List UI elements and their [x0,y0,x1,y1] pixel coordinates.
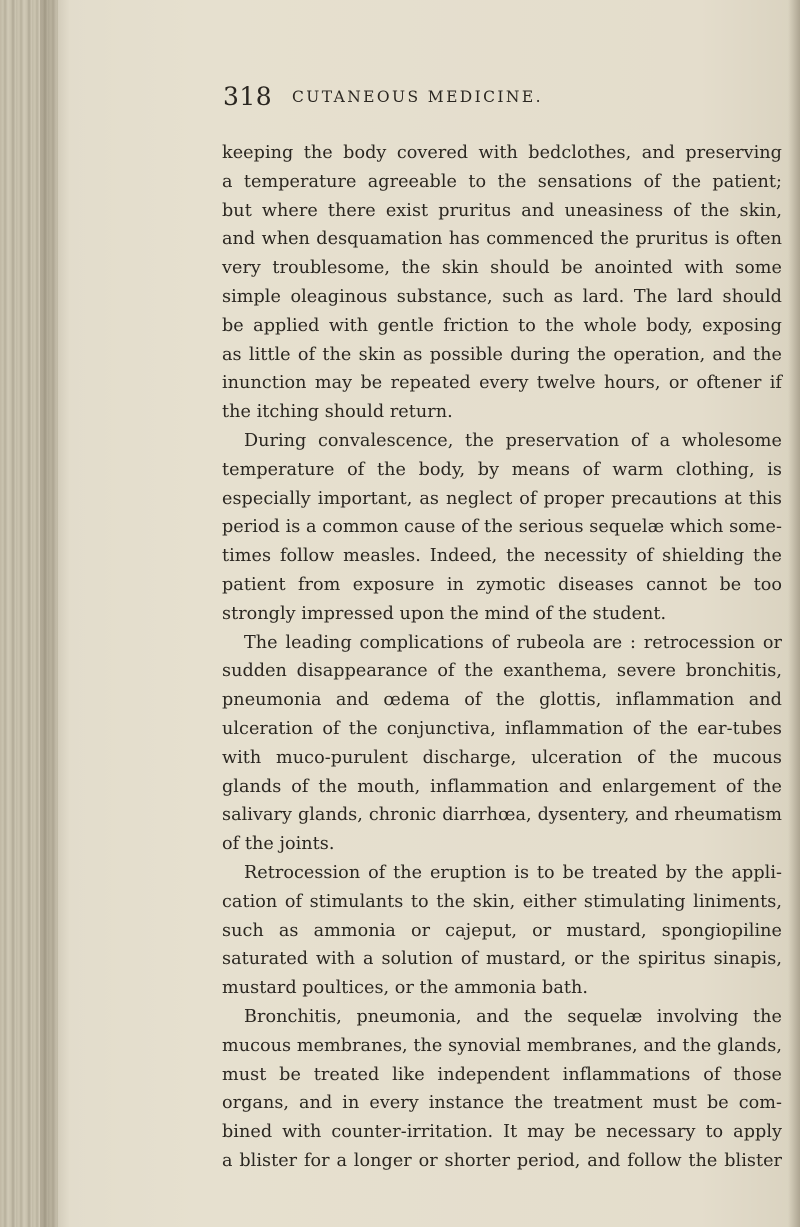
text-line: very troublesome, the skin should be anointed with some [222,258,782,279]
text-line: as little of the skin as possible during the operation, and the [222,344,782,365]
text-line: saturated with a solution of mustard, or the spiritus sinapis, [222,949,782,970]
text-line: patient from exposure in zymotic diseases cannot be too [222,574,782,595]
text-line: with muco-purulent discharge, ulceration of the mucous [222,747,782,768]
text-line: mucous membranes, the synovial membranes, and the glands, [222,1035,782,1056]
text-line: temperature of the body, by means of warm clothing, is [222,459,782,480]
running-head: CUTANEOUS MEDICINE. [292,88,543,106]
text-line: salivary glands, chronic diarrhœa, dysentery, and rheumatism [222,805,782,826]
text-line: strongly impressed upon the mind of the student. [222,603,667,624]
text-line: inunction may be repeated every twelve hours, or oftener if [222,373,782,394]
text-line: must be treated like independent inflammations of those [222,1064,782,1085]
text-line: The leading complications of rubeola are : retrocession or [244,632,782,653]
text-line: keeping the body covered with bedclothes, and preserving [222,143,782,163]
text-line: organs, and in every instance the treatment must be com- [222,1093,782,1114]
text-line: Bronchitis, pneumonia, and the sequelæ involving the [244,1006,782,1027]
page-edge-shadow [788,0,800,1227]
text-line: mustard poultices, or the ammonia bath. [222,978,589,999]
text-line: but where there exist pruritus and uneasiness of the skin, [222,200,782,221]
text-line: During convalescence, the preservation of a wholesome [244,430,782,451]
text-line: simple oleaginous substance, such as lard. The lard should [222,286,782,307]
text-line: especially important, as neglect of proper precautions at this [222,488,782,509]
text-line: sudden disappearance of the exanthema, severe bronchitis, [222,661,782,682]
paragraph [222,1003,782,1176]
text-line: ulceration of the conjunctiva, inflammation of the ear-tubes [222,718,782,739]
text-line: a blister for a longer or shorter period, and follow the blister [222,1150,782,1171]
text-line: the itching should return. [222,402,453,423]
text-line: a temperature agreeable to the sensations of the patient; [222,171,782,192]
text-line: of the joints. [222,834,335,855]
text-line: pneumonia and œdema of the glottis, inflammation and [222,690,782,711]
paragraph [222,859,782,1003]
text-line: such as ammonia or cajeput, or mustard, spongiopiline [222,920,782,941]
text-line: times follow measles. Indeed, the necessity of shielding the [222,546,782,567]
text-line: cation of stimulants to the skin, either stimulating liniments, [222,891,782,912]
text-line: and when desquamation has commenced the pruritus is often [222,229,782,250]
text-line: period is a common cause of the serious sequelæ which some- [222,517,782,538]
paragraph [222,139,782,427]
text-line: glands of the mouth, inflammation and enlargement of the [222,776,782,797]
paragraph [222,629,782,859]
body-text [222,139,782,1176]
paragraph [222,427,782,629]
gutter-shadow [40,0,70,1227]
text-line: bined with counter-irritation. It may be necessary to apply [222,1122,782,1143]
text-line: be applied with gentle friction to the whole body, exposing [222,315,782,336]
text-line: Retrocession of the eruption is to be treated by the appli- [244,862,782,883]
page-number: 318 [223,82,273,111]
